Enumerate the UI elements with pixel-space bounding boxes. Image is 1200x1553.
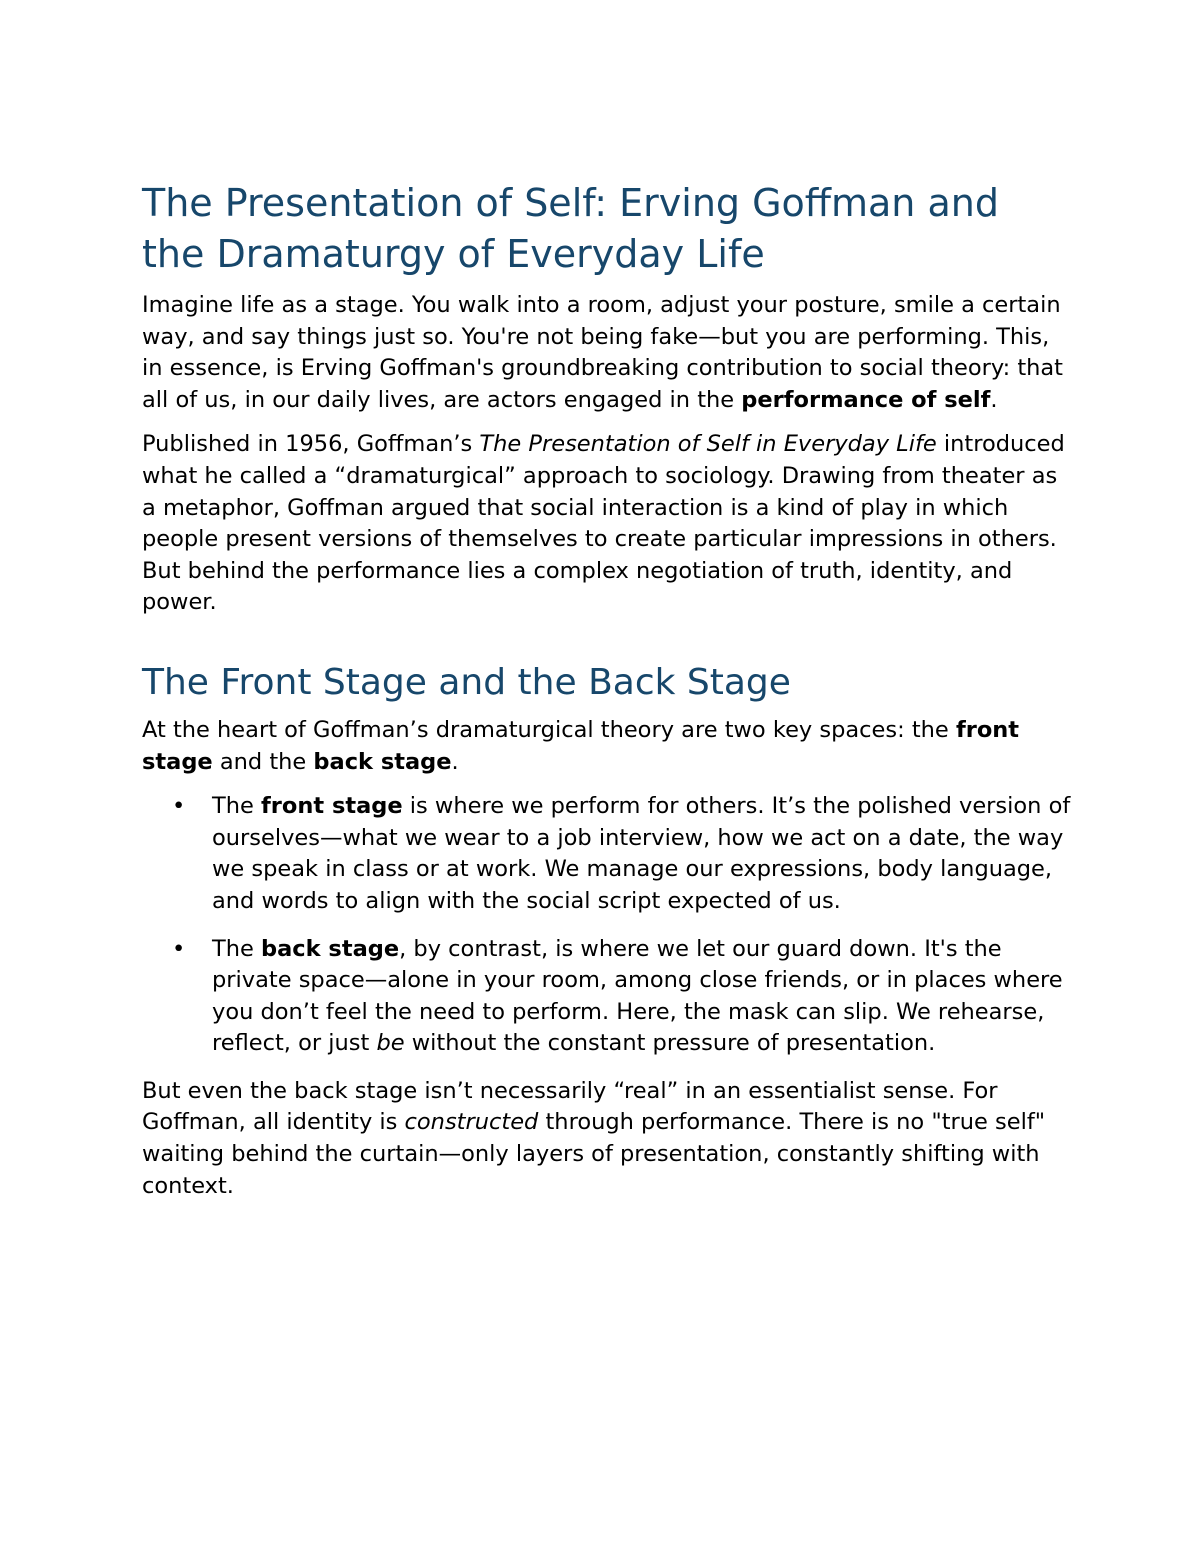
front-stage-term: front stage: [142, 716, 1020, 775]
list-item-italic: be: [376, 1030, 405, 1057]
document-title: The Presentation of Self: Erving Goffman and the Dramaturgy of Everyday Life: [142, 181, 999, 276]
list-item-back-stage: [142, 934, 1072, 1060]
list-item-rest: is where we perform for others. It’s the polished version of ourselves—what we wear to a job interview, how we act on a date, the way we speak in class or at work. We manage our expressions, body language, and words to align with the social script expected of us.: [212, 793, 1071, 914]
publication-paragraph: [142, 429, 1072, 619]
list-item-start: The: [212, 935, 261, 962]
book-title: The Presentation of Self in Everyday Life: [479, 431, 937, 458]
stages-intro-start: At the heart of Goffman’s dramaturgical theory are two key spaces: the: [142, 716, 956, 743]
document-page: [142, 178, 1072, 1215]
list-item-start: The: [212, 793, 261, 820]
conclusion-paragraph: [142, 1076, 1072, 1202]
intro-bold-term: performance of self: [741, 386, 991, 413]
publication-start: Published in 1956, Goffman’s: [142, 431, 480, 458]
intro-paragraph: [142, 290, 1072, 416]
list-item-front-stage: [142, 791, 1072, 917]
stages-list: [142, 791, 1072, 1060]
section-heading: The Front Stage and the Back Stage: [142, 661, 791, 703]
bullet-icon: •: [172, 935, 186, 962]
bullet-icon: •: [172, 793, 186, 820]
intro-end: .: [990, 386, 998, 413]
intro-text: Imagine life as a stage. You walk into a room, adjust your posture, smile a certain way, and say things just so. You're not being fake—but you are performing. This, in essence, is Erving Goffman's groundbreaking contribution to social theory: that all of us, in our daily lives, are actors engaged in the: [142, 292, 1064, 413]
list-item-mid: , by contrast, is where we let our guard down. It's the private space—alone in your room, among close friends, or in places where you don’t feel the need to perform. Here, the mask can slip. We rehearse, reflect, or just: [212, 935, 1063, 1057]
list-item-rest: without the constant pressure of presentation.: [404, 1030, 936, 1057]
list-item-bold-term: front stage: [261, 793, 403, 820]
list-item-bold-term: back stage: [261, 935, 400, 962]
conclusion-rest: through performance. There is no "true self" waiting behind the curtain—only layers of presentation, constantly shifting with context.: [142, 1109, 1046, 1199]
constructed-term: constructed: [404, 1109, 539, 1136]
stages-intro-paragraph: [142, 715, 1072, 778]
back-stage-term: back stage: [313, 748, 452, 775]
publication-rest: introduced what he called a “dramaturgical” approach to sociology. Drawing from theater as a metaphor, Goffman argued that social interaction is a kind of play in which people present versions of themselves to create particular impressions in others. But behind the performance lies a complex negotiation of truth, identity, and power.: [142, 431, 1065, 616]
stages-intro-mid: and the: [212, 748, 314, 775]
stages-intro-end: .: [451, 748, 459, 775]
conclusion-start: But even the back stage isn’t necessarily “real” in an essentialist sense. For Goffman, all identity is: [142, 1077, 998, 1136]
